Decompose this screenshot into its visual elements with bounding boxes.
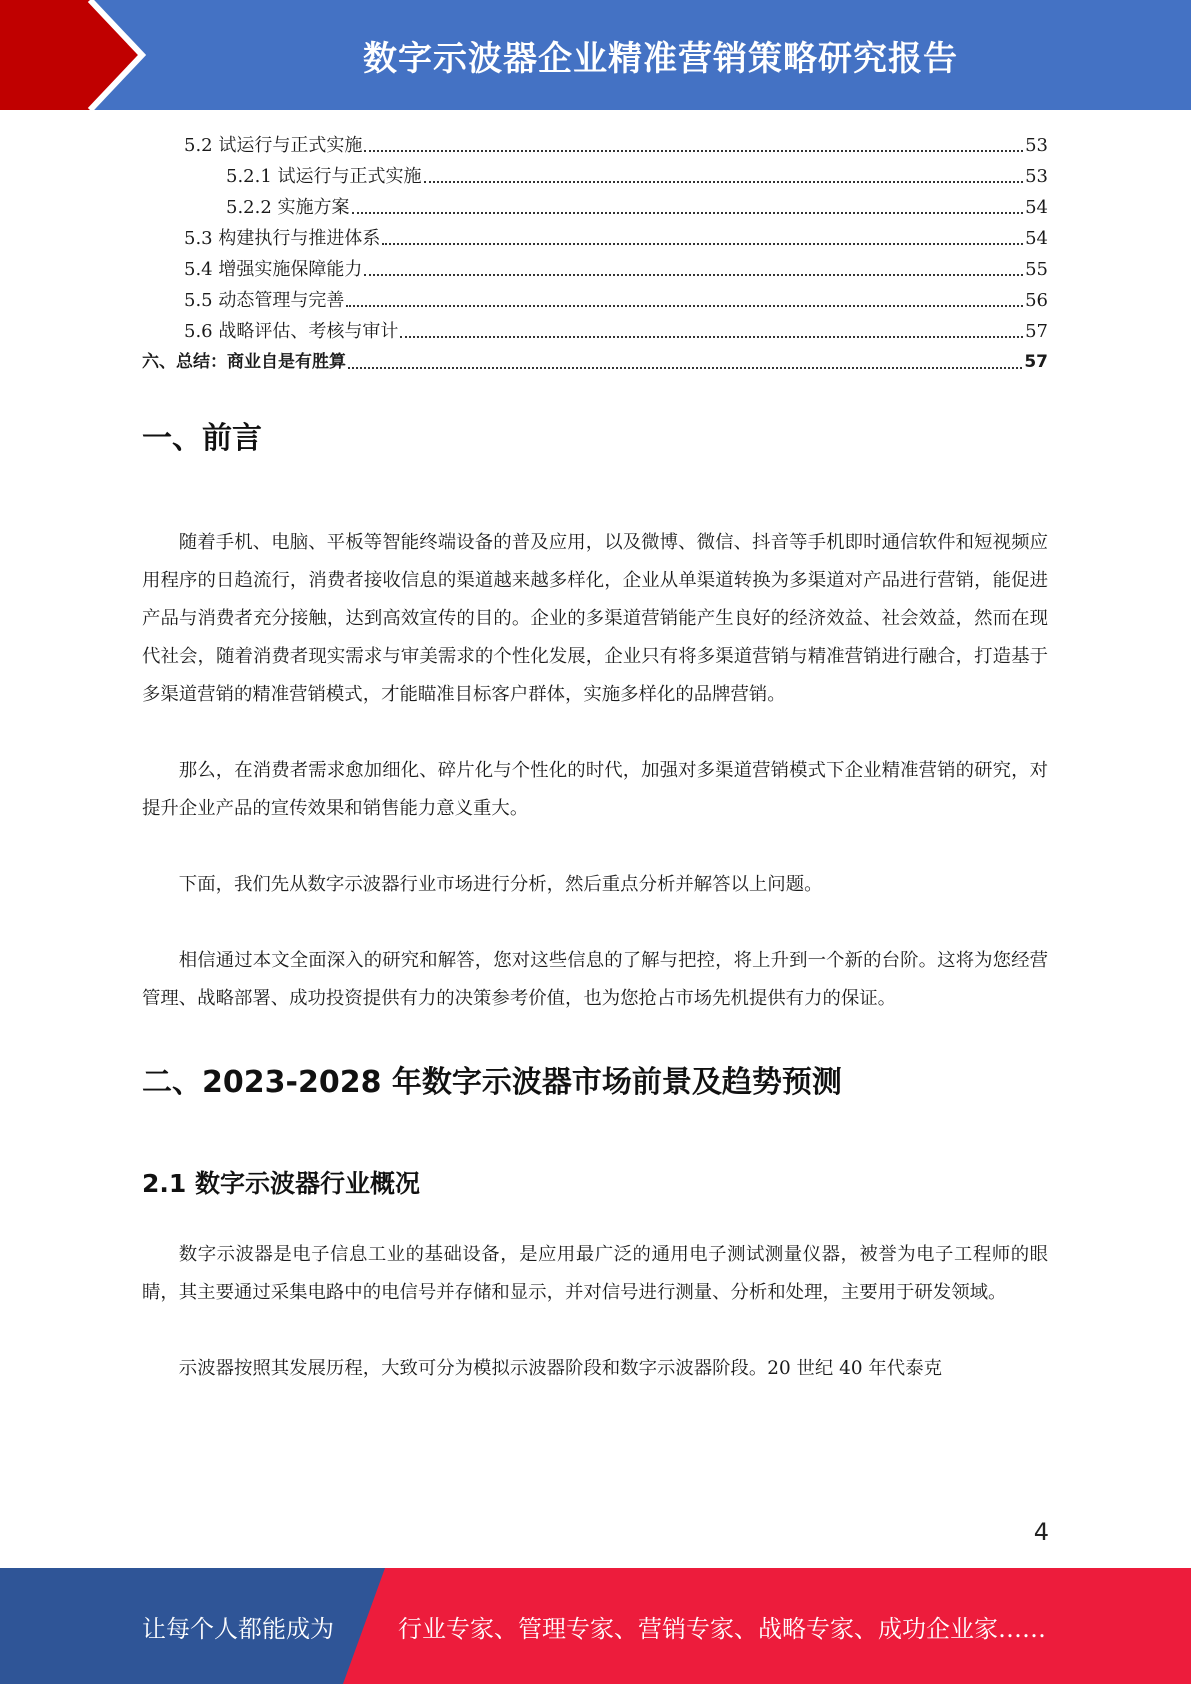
toc-entry-page: 54 [1025, 197, 1048, 218]
toc-entry-title: 5.3 构建执行与推进体系 [184, 228, 381, 249]
section-heading-market-outlook: 二、2023-2028 年数字示波器市场前景及趋势预测 [142, 1065, 842, 1100]
toc-entry-page: 57 [1025, 321, 1048, 342]
paragraph: 示波器按照其发展历程，大致可分为模拟示波器阶段和数字示波器阶段。20 世纪 40 年代泰克 [178, 1358, 942, 1379]
toc-dot-leader [346, 304, 1023, 307]
toc-dot-leader [382, 242, 1023, 245]
toc-dot-leader [348, 366, 1022, 369]
footer-slogan-right: 行业专家、管理专家、营销专家、战略专家、成功企业家…… [398, 1614, 1046, 1643]
toc-entry[interactable] [142, 347, 1048, 378]
toc-entry-page: 57 [1024, 352, 1048, 372]
section-heading-preface: 一、前言 [142, 421, 262, 456]
toc-entry-page: 53 [1025, 135, 1048, 156]
toc-entry[interactable] [142, 285, 1048, 316]
toc-entry-title: 5.2.2 实施方案 [226, 197, 350, 218]
toc-entry-title: 5.2.1 试运行与正式实施 [226, 166, 422, 187]
paragraph: 随着手机、电脑、平板等智能终端设备的普及应用，以及微博、微信、抖音等手机即时通信软件和短视频应用程序的日趋流行，消费者接收信息的渠道越来越多样化，企业从单渠道转换为多渠道对产品进行营销，能促进产品与消费者充分接触，达到高效宣传的目的。企业的多渠道营销能产生良好的经济效益、社会效益，然而在现代社会，随着消费者现实需求与审美需求的个性化发展，企业只有将多渠道营销与精准营销进行融合，打造基于多渠道营销的精准营销模式，才能瞄准目标客户群体，实施多样化的品牌营销。 [142, 532, 1048, 705]
toc-entry-title: 5.2 试运行与正式实施 [184, 135, 363, 156]
toc-entry[interactable] [142, 161, 1048, 192]
report-title: 数字示波器企业精准营销策略研究报告 [363, 38, 958, 79]
toc-dot-leader [424, 180, 1024, 183]
toc-entry[interactable] [142, 316, 1048, 347]
toc-dot-leader [364, 273, 1023, 276]
toc-dot-leader [364, 149, 1023, 152]
header-banner [0, 0, 1191, 110]
toc-entry-title: 5.6 战略评估、考核与审计 [184, 321, 399, 342]
toc-entry[interactable] [142, 130, 1048, 161]
chevron-arrow-icon [0, 0, 160, 110]
paragraph: 数字示波器是电子信息工业的基础设备，是应用最广泛的通用电子测试测量仪器，被誉为电子工程师的眼睛，其主要通过采集电路中的电信号并存储和显示，并对信号进行测量、分析和处理，主要用于研发领域。 [142, 1244, 1048, 1303]
paragraph: 相信通过本文全面深入的研究和解答，您对这些信息的了解与把控，将上升到一个新的台阶。这将为您经营管理、战略部署、成功投资提供有力的决策参考价值，也为您抢占市场先机提供有力的保证。 [142, 950, 1048, 1009]
toc-dot-leader [400, 335, 1023, 338]
toc-entry-title: 5.5 动态管理与完善 [184, 290, 345, 311]
toc-entry-page: 55 [1025, 259, 1048, 280]
footer-slogan-left: 让每个人都能成为 [142, 1614, 334, 1643]
toc-entry-title: 六、总结：商业自是有胜算 [142, 352, 346, 372]
paragraph: 那么，在消费者需求愈加细化、碎片化与个性化的时代，加强对多渠道营销模式下企业精准营销的研究，对提升企业产品的宣传效果和销售能力意义重大。 [142, 760, 1048, 819]
toc-entry[interactable] [142, 192, 1048, 223]
toc-entry[interactable] [142, 254, 1048, 285]
toc-entry-page: 54 [1025, 228, 1048, 249]
paragraph: 下面，我们先从数字示波器行业市场进行分析，然后重点分析并解答以上问题。 [178, 874, 823, 895]
toc-entry-title: 5.4 增强实施保障能力 [184, 259, 363, 280]
table-of-contents [142, 130, 1048, 378]
toc-dot-leader [352, 211, 1024, 214]
toc-entry-page: 56 [1025, 290, 1048, 311]
footer-banner [0, 1568, 1191, 1684]
main-content [142, 414, 1048, 1388]
subsection-heading-industry-overview: 2.1 数字示波器行业概况 [142, 1169, 420, 1198]
toc-entry[interactable] [142, 223, 1048, 254]
toc-entry-page: 53 [1025, 166, 1048, 187]
page-number: 4 [1033, 1518, 1049, 1546]
